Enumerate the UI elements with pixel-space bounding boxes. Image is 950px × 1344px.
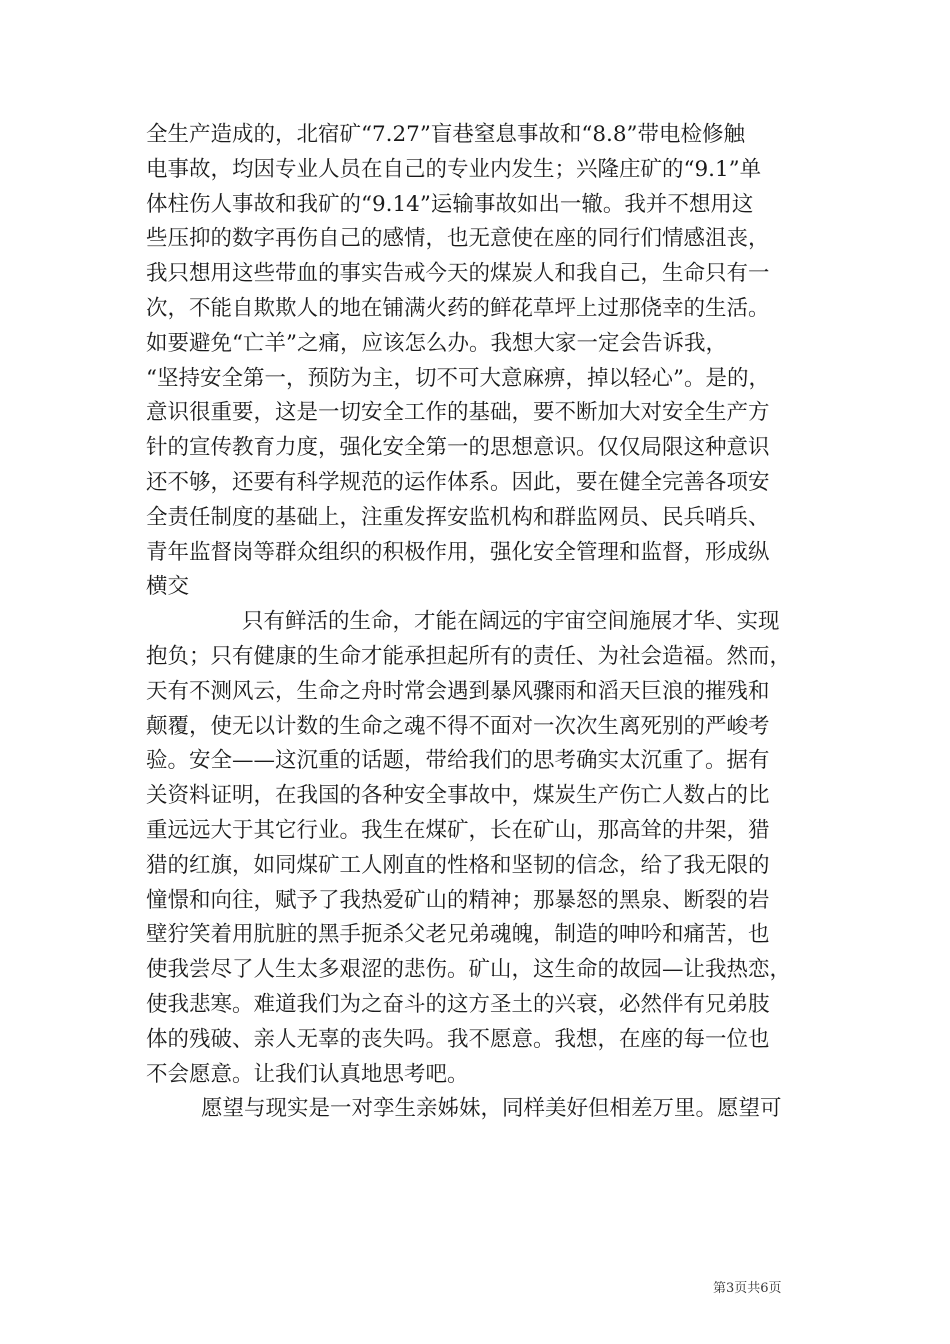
text-line: 还不够，还要有科学规范的运作体系。因此，要在健全完善各项安 <box>146 469 770 495</box>
text-line: 些压抑的数字再伤自己的感情，也无意使在座的同行们情感沮丧， <box>146 226 770 252</box>
document-body <box>146 118 808 1127</box>
text-line: 猎的红旗，如同煤矿工人刚直的性格和坚韧的信念，给了我无限的 <box>146 852 770 878</box>
paragraph-1 <box>146 118 808 605</box>
text-line: 愿望与现实是一对孪生亲姊妹，同样美好但相差万里。愿望可 <box>201 1096 782 1122</box>
text-line: 不会愿意。让我们认真地思考吧。 <box>146 1061 469 1087</box>
paragraph-2 <box>146 605 808 1092</box>
text-line: 体柱伤人事故和我矿的“9.14”运输事故如出一辙。我并不想用这 <box>146 191 754 217</box>
text-line: 如要避免“亡羊”之痛，应该怎么办。我想大家一定会告诉我， <box>146 330 727 356</box>
text-line: 关资料证明，在我国的各种安全事故中，煤炭生产伤亡人数占的比 <box>146 783 770 809</box>
text-line: 体的残破、亲人无辜的丧失吗。我不愿意。我想，在座的每一位也 <box>146 1026 770 1052</box>
text-line: 壁狞笑着用肮脏的黑手扼杀父老兄弟魂魄，制造的呻吟和痛苦，也 <box>146 922 770 948</box>
text-line: 使我悲寒。难道我们为之奋斗的这方圣土的兴衰，必然伴有兄弟肢 <box>146 991 770 1017</box>
text-line: 全责任制度的基础上，注重发挥安监机构和群监网员、民兵哨兵、 <box>146 504 770 530</box>
text-line: 横交 <box>146 574 190 600</box>
text-line: 我只想用这些带血的事实告戒今天的煤炭人和我自己，生命只有一 <box>146 261 770 287</box>
text-line: 青年监督岗等群众组织的积极作用，强化安全管理和监督，形成纵 <box>146 539 770 565</box>
text-line: 重远远大于其它行业。我生在煤矿，长在矿山，那高耸的井架，猎 <box>146 817 770 843</box>
text-line: 抱负；只有健康的生命才能承担起所有的责任、为社会造福。然而， <box>146 643 792 669</box>
text-line: 使我尝尽了人生太多艰涩的悲伤。矿山，这生命的故园—让我热恋， <box>146 957 792 983</box>
text-line: 憧憬和向往，赋予了我热爱矿山的精神；那暴怒的黑泉、断裂的岩 <box>146 887 770 913</box>
text-line: 颠覆，使无以计数的生命之魂不得不面对一次次生离死别的严峻考 <box>146 713 770 739</box>
text-line: 天有不测风云，生命之舟时常会遇到暴风骤雨和滔天巨浪的摧残和 <box>146 678 770 704</box>
text-line: 针的宣传教育力度，强化安全第一的思想意识。仅仅局限这种意识 <box>146 435 770 461</box>
text-line: 电事故，均因专业人员在自己的专业内发生；兴隆庄矿的“9.1”单 <box>146 156 762 182</box>
text-line: 全生产造成的，北宿矿“7.27”盲巷窒息事故和“8.8”带电检修触 <box>146 122 746 147</box>
text-line: 意识很重要，这是一切安全工作的基础，要不断加大对安全生产方 <box>146 400 770 426</box>
text-line: 验。安全——这沉重的话题，带给我们的思考确实太沉重了。据有 <box>146 748 770 774</box>
page-number-label: 第3页共6页 <box>713 1281 782 1296</box>
text-line: “坚持安全第一，预防为主，切不可大意麻痹，掉以轻心”。是的， <box>146 365 770 391</box>
text-line: 次，不能自欺欺人的地在铺满火药的鲜花草坪上过那侥幸的生活。 <box>146 295 770 321</box>
text-line: 只有鲜活的生命，才能在阔远的宇宙空间施展才华、实现 <box>242 609 780 635</box>
paragraph-3 <box>146 1092 808 1127</box>
